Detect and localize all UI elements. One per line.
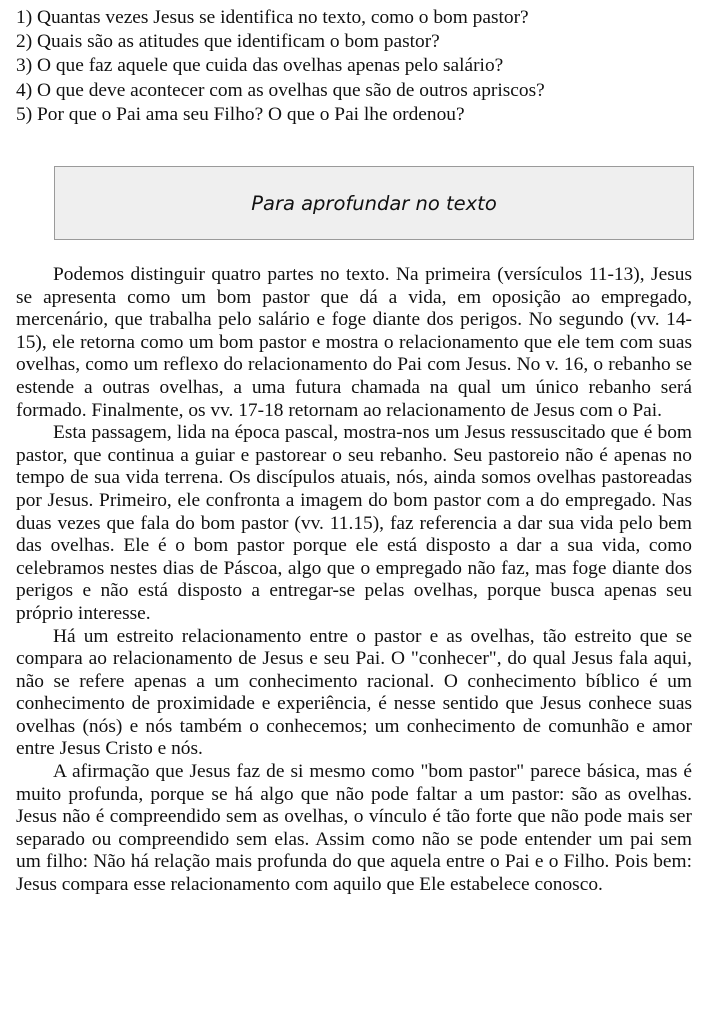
- question-item: 3) O que faz aquele que cuida das ovelhas apenas pelo salário?: [16, 55, 504, 77]
- question-item: 4) O que deve acontecer com as ovelhas que são de outros apriscos?: [16, 79, 545, 101]
- body-paragraph: A afirmação que Jesus faz de si mesmo como "bom pastor" parece básica, mas é muito profunda, porque se há algo que não pode faltar a um pastor: são as ovelhas. Jesus não é compreendido sem as ovelhas, o vínculo é tão forte que não pode mais ser separado ou compreendido sem elas. Assim como não se pode entender um pai sem um filho: Não há relação mais profunda do que aquela entre o Pai e o Filho. Pois bem: Jesus compara esse relacionamento com aquilo que Ele estabelece conosco.: [16, 761, 692, 896]
- body-text: [16, 264, 692, 897]
- body-paragraph: Há um estreito relacionamento entre o pastor e as ovelhas, tão estreito que se compara ao relacionamento de Jesus e seu Pai. O "conhecer", do qual Jesus fala aqui, não se refere apenas a um conhecimento racional. O conhecimento bíblico é um conhecimento de proximidade e experiência, é nesse sentido que Jesus conhece suas ovelhas (nós) e nós também o conhecemos; um conhecimento de comunhão e amor entre Jesus Cristo e nós.: [16, 625, 692, 760]
- question-item: 2) Quais são as atitudes que identificam o bom pastor?: [16, 31, 440, 53]
- section-title: Para aprofundar no texto: [251, 191, 497, 215]
- question-item: 1) Quantas vezes Jesus se identifica no texto, como o bom pastor?: [16, 7, 529, 28]
- question-list: [16, 6, 696, 127]
- body-paragraph: Esta passagem, lida na época pascal, mostra-nos um Jesus ressuscitado que é bom pastor, que continua a guiar e pastorear o seu rebanho. Seu pastoreio não é apenas no tempo de sua vida terrena. Os discípulos atuais, nós, ainda somos ovelhas pastoreadas por Jesus. Primeiro, ele confronta a imagem do bom pastor com a do empregado. Nas duas vezes que fala do bom pastor (vv. 11.15), faz referencia a dar sua vida pelo bem das ovelhas. Ele é o bom pastor porque ele está disposto a dar a sua vida, como celebramos nestes dias de Páscoa, algo que o empregado não faz, mas foge diante dos perigos e não está disposto a entregar-se pelas ovelhas, porque busca apenas seu próprio interesse.: [16, 422, 692, 624]
- section-heading-box: [54, 166, 694, 240]
- body-paragraph: Podemos distinguir quatro partes no texto. Na primeira (versículos 11-13), Jesus se apresenta como um bom pastor que dá a vida, em oposição ao empregado, mercenário, que trabalha pelo salário e foge diante dos perigos. No segundo (vv. 14-15), ele retorna como um bom pastor e mostra o relacionamento que ele tem com suas ovelhas, como um reflexo do relacionamento do Pai com Jesus. No v. 16, o rebanho se estende a outras ovelhas, a uma futura chamada na qual um único rebanho será formado. Finalmente, os vv. 17-18 retornam ao relacionamento de Jesus com o Pai.: [16, 264, 692, 421]
- question-item: 5) Por que o Pai ama seu Filho? O que o Pai lhe ordenou?: [16, 103, 465, 125]
